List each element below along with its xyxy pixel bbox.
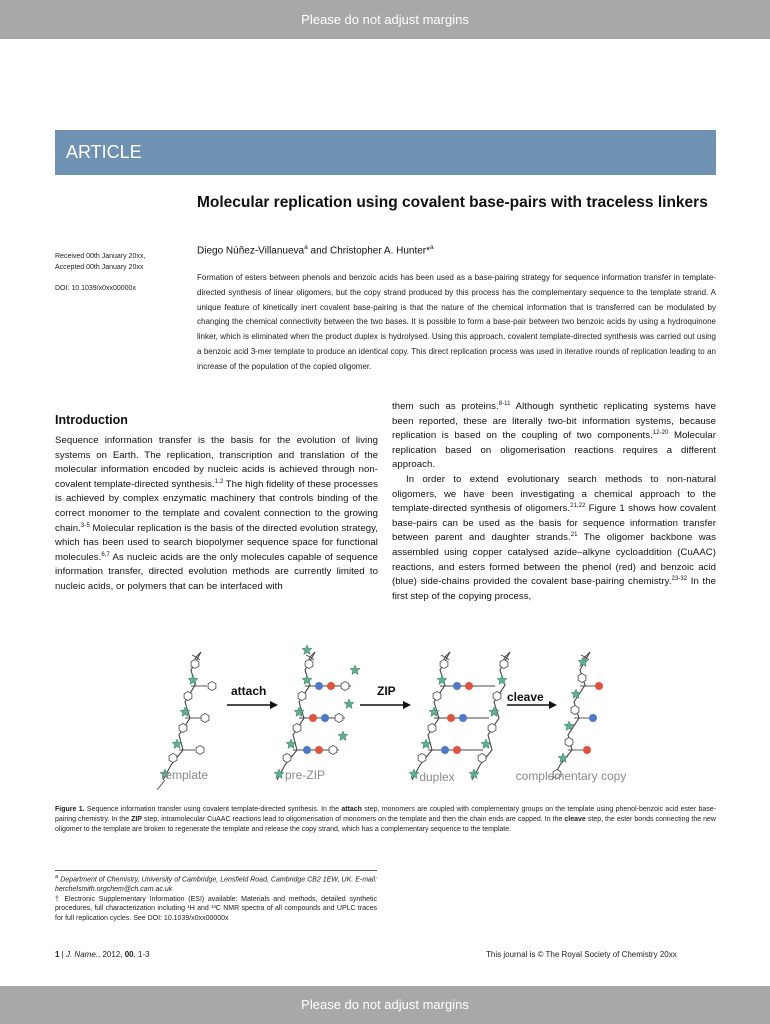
step-label-cleave: cleave (507, 690, 544, 704)
reference-citation[interactable]: 21,22 (570, 502, 586, 509)
footer-separator: | (59, 950, 66, 959)
duplex-strands (409, 652, 510, 780)
caption-label: Figure 1. (55, 806, 85, 813)
section-heading-introduction: Introduction (55, 413, 128, 427)
author-1-affiliation: a (304, 244, 308, 251)
prezip-strand (274, 645, 360, 780)
text-run: Molecular replication is the basis of the directed evolution strategy, which has been used to search biopolymer sequence space for functional molecules. (55, 522, 378, 563)
affiliation-footnote (55, 873, 377, 895)
structure-label-prezip: pre-ZIP (284, 768, 325, 782)
author-2: Christopher A. Hunter* (329, 245, 431, 257)
footnote-divider (55, 870, 377, 871)
text-run: Sequence information transfer is the basis for the evolution of living systems on Earth. The replication, transcription and translation of the molecular information encoded by nucleic acids is achieved through non-covalent template-directed synthesis. (55, 435, 378, 490)
figure-1 (55, 640, 716, 800)
text-run: Figure 1 shows how covalent base-pairs can be used as the basis for sequence information transfer between parent and daughter strands. (392, 503, 716, 544)
footnotes (55, 873, 377, 924)
text-run: As nucleic acids are the only molecules capable of sequence information transfer, directed evolution methods are currently limited to nucleic acids, or polymers that can be interfaced with (55, 551, 378, 592)
volume: 00 (124, 950, 134, 959)
reference-citation[interactable]: 21 (570, 532, 578, 539)
caption-keyword: cleave (564, 816, 586, 823)
caption-text: step, the ester bonds connecting the new oligomer to the template are broken to regenerate the template and release the copy strand, which has a complementary sequence to the template. (55, 816, 716, 833)
article-type-banner: ARTICLE (55, 130, 716, 175)
page-footer-copyright: This journal is © The Royal Society of Chemistry 20xx (486, 950, 677, 959)
caption-text: Sequence information transfer using covalent template-directed synthesis. In the (84, 806, 342, 813)
step-label-zip: ZIP (377, 684, 396, 698)
structure-label-template: template (161, 768, 209, 782)
affiliation-marker: a (55, 874, 59, 880)
journal-name: J. Name. (65, 950, 98, 959)
paragraph (392, 400, 716, 473)
paragraph (392, 473, 716, 604)
caption-text: step, monomers are coupled with complementary groups on the template using phenol-benzoic acid ester base-pairing chemistry. In the (55, 806, 716, 823)
author-separator: and (307, 245, 330, 257)
abstract: Formation of esters between phenols and benzoic acids has been used as a base-pairing strategy for sequence information transfer in template-directed synthesis of linear oligomers, but the copy strand produced by this process has the complementary sequence to the template strand. A unique feature of kinetically inert covalent base-pairing is that the nature of the chemical information that is transferred can be modulated by changing the chemical connectivity between the two bases. It is possible to form a base-pair between two benzoic acids by using a hydroquinone linker, which is eliminated when the product duplex is hydrolysed. Using this approach, covalent template-directed synthesis was carried out using a benzoic acid 3-mer template to produce an identical copy. This direct replication process was used in iterative rounds of replication leading to an increase of the population of the copied oligomer. (197, 273, 716, 371)
text-run: In order to extend evolutionary search methods to non-natural oligomers, we have been investigating a chemical approach to the template-directed synthesis of oligomers. (392, 473, 716, 515)
author-list (197, 244, 434, 256)
caption-text: step, intramolecular CuAAC reactions lead to oligomerisation of monomers on the template and then the chain ends are capped. In the (141, 816, 565, 823)
page-number: 1 (55, 950, 60, 959)
figure-1-caption (55, 805, 716, 835)
received-dates (55, 251, 195, 273)
reference-citation[interactable]: 23-32 (671, 575, 688, 582)
text-run: In the first step of the copying process, (392, 576, 716, 602)
text-run: The oligomer backbone was assembled using copper catalysed azide–alkyne cycloaddition (CuAAC) reactions, and esters formed between the phenol (red) and benzoic acid (blue) side-chains provided the covalent base-pairing chemistry. (392, 532, 716, 588)
footer-year: , 2012, (98, 950, 125, 959)
footer-pages: , 1-3 (133, 950, 150, 959)
body-column-left (55, 434, 378, 595)
doi: DOI: 10.1039/x0xx00000x (55, 285, 136, 292)
text-run: Molecular replication based on oligomerisation reactions requires a different approach. (392, 430, 716, 471)
text-run: them such as proteins. (392, 401, 499, 412)
esi-footnote: † Electronic Supplementary Information (ESI) available: Materials and methods, detailed synthetic procedures, full characterization including ¹H and ¹³C NMR spectra of all compounds and UPLC traces for full replication cycles. See DOI: 10.1039/x0xx00000x (55, 895, 377, 923)
text-run: The high fidelity of these processes is achieved by complex enzymatic machinery that controls binding of the correct monomer to the template and covalent connection to the growing chain. (55, 478, 378, 534)
accepted-date: Accepted 00th January 20xx (55, 264, 144, 271)
caption-keyword: attach (341, 806, 362, 813)
text-run: Although synthetic replicating systems have been reported, these are literally two-bit information systems, because replication is based on the coupling of two components. (392, 401, 716, 442)
paragraph (55, 434, 378, 595)
author-2-affiliation: a (430, 244, 434, 251)
structure-label-duplex: duplex (419, 770, 455, 784)
body-column-right (392, 400, 716, 604)
reference-citation[interactable]: 1,2 (214, 478, 224, 485)
paper-title: Molecular replication using covalent base-pairs with traceless linkers (197, 194, 708, 211)
margin-notice-top: Please do not adjust margins (0, 0, 770, 39)
step-label-attach: attach (231, 684, 267, 698)
reference-citation[interactable]: 12-20 (652, 430, 669, 436)
received-date: Received 00th January 20xx, (55, 253, 146, 260)
structure-label-copy: complementary copy (515, 769, 627, 783)
affiliation-text: Department of Chemistry, University of Cambridge, Lensfield Road, Cambridge CB2 1EW, UK. E-mail: herchelsmith.orgchem@ch.cam.ac.uk (55, 876, 377, 894)
caption-keyword: ZIP (131, 816, 142, 823)
margin-notice-bottom: Please do not adjust margins (0, 986, 770, 1024)
page-footer-citation (55, 950, 150, 959)
reference-citation[interactable]: 8-11 (498, 400, 511, 407)
author-1: Diego Núñez-Villanueva (197, 245, 305, 257)
reference-citation[interactable]: 3-5 (80, 522, 90, 529)
reference-citation[interactable]: 6,7 (101, 551, 110, 558)
copy-strand (552, 652, 603, 780)
